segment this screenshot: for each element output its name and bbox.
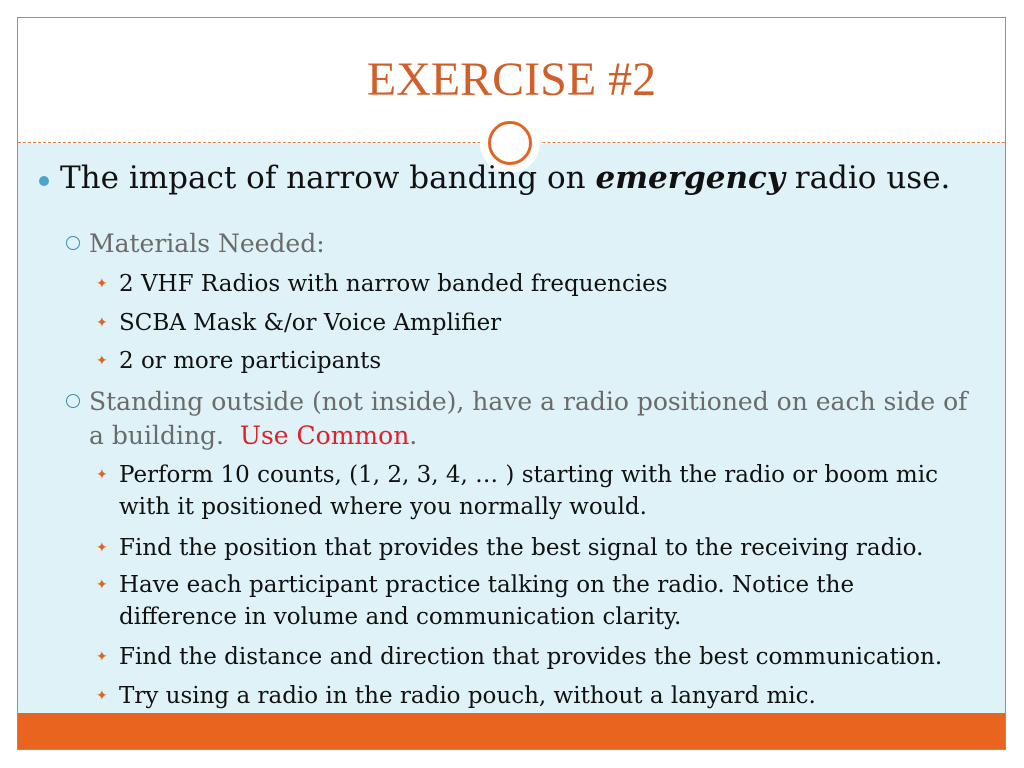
procedure-highlight: Use Common (239, 421, 410, 450)
bullet-dot-icon (39, 176, 49, 186)
hollow-circle-bullet-icon (66, 394, 80, 408)
procedure-step-text: Find the position that provides the best signal to the receiving radio. (119, 535, 924, 561)
materials-heading (89, 227, 979, 261)
circle-ornament-inner (488, 121, 532, 165)
procedure-intro (89, 385, 979, 453)
main-bullet-emphasis: emergency (595, 160, 785, 196)
star-bullet-icon: ✦ (96, 577, 108, 593)
main-bullet-text-before: The impact of narrow banding on (60, 160, 596, 196)
slide-title: EXERCISE #2 (366, 53, 657, 106)
materials-item (96, 345, 969, 377)
star-bullet-icon: ✦ (96, 649, 108, 665)
bottom-accent-bar (18, 713, 1005, 749)
procedure-suffix: . (409, 421, 418, 450)
star-bullet-icon: ✦ (96, 276, 108, 292)
materials-item-text: 2 or more participants (119, 348, 382, 374)
star-bullet-icon: ✦ (96, 353, 108, 369)
star-bullet-icon: ✦ (96, 467, 108, 483)
main-bullet-text-after: radio use. (784, 160, 951, 196)
star-bullet-icon: ✦ (96, 315, 108, 331)
procedure-step (96, 569, 969, 633)
materials-item (96, 307, 969, 339)
procedure-step-text: Find the distance and direction that provides the best communication. (119, 644, 943, 670)
materials-item-text: 2 VHF Radios with narrow banded frequencies (119, 271, 668, 297)
procedure-step (96, 459, 969, 523)
materials-item (96, 268, 969, 300)
star-bullet-icon: ✦ (96, 688, 108, 704)
procedure-intro-text: Standing outside (not inside), have a radio positioned on each side of a building. (89, 387, 968, 450)
procedure-step (96, 680, 969, 712)
procedure-step (96, 641, 969, 673)
hollow-circle-bullet-icon (66, 236, 80, 250)
procedure-step-text: Perform 10 counts, (1, 2, 3, 4, … ) starting with the radio or boom mic with it positioned where you normally would. (119, 462, 938, 520)
procedure-step (96, 532, 969, 564)
materials-item-text: SCBA Mask &/or Voice Amplifier (119, 310, 502, 336)
procedure-step-text: Have each participant practice talking on the radio. Notice the difference in volume and communication clarity. (119, 572, 855, 630)
star-bullet-icon: ✦ (96, 540, 108, 556)
procedure-step-text: Try using a radio in the radio pouch, without a lanyard mic. (119, 683, 816, 709)
main-bullet (60, 160, 980, 196)
materials-heading-text: Materials Needed: (89, 229, 325, 258)
